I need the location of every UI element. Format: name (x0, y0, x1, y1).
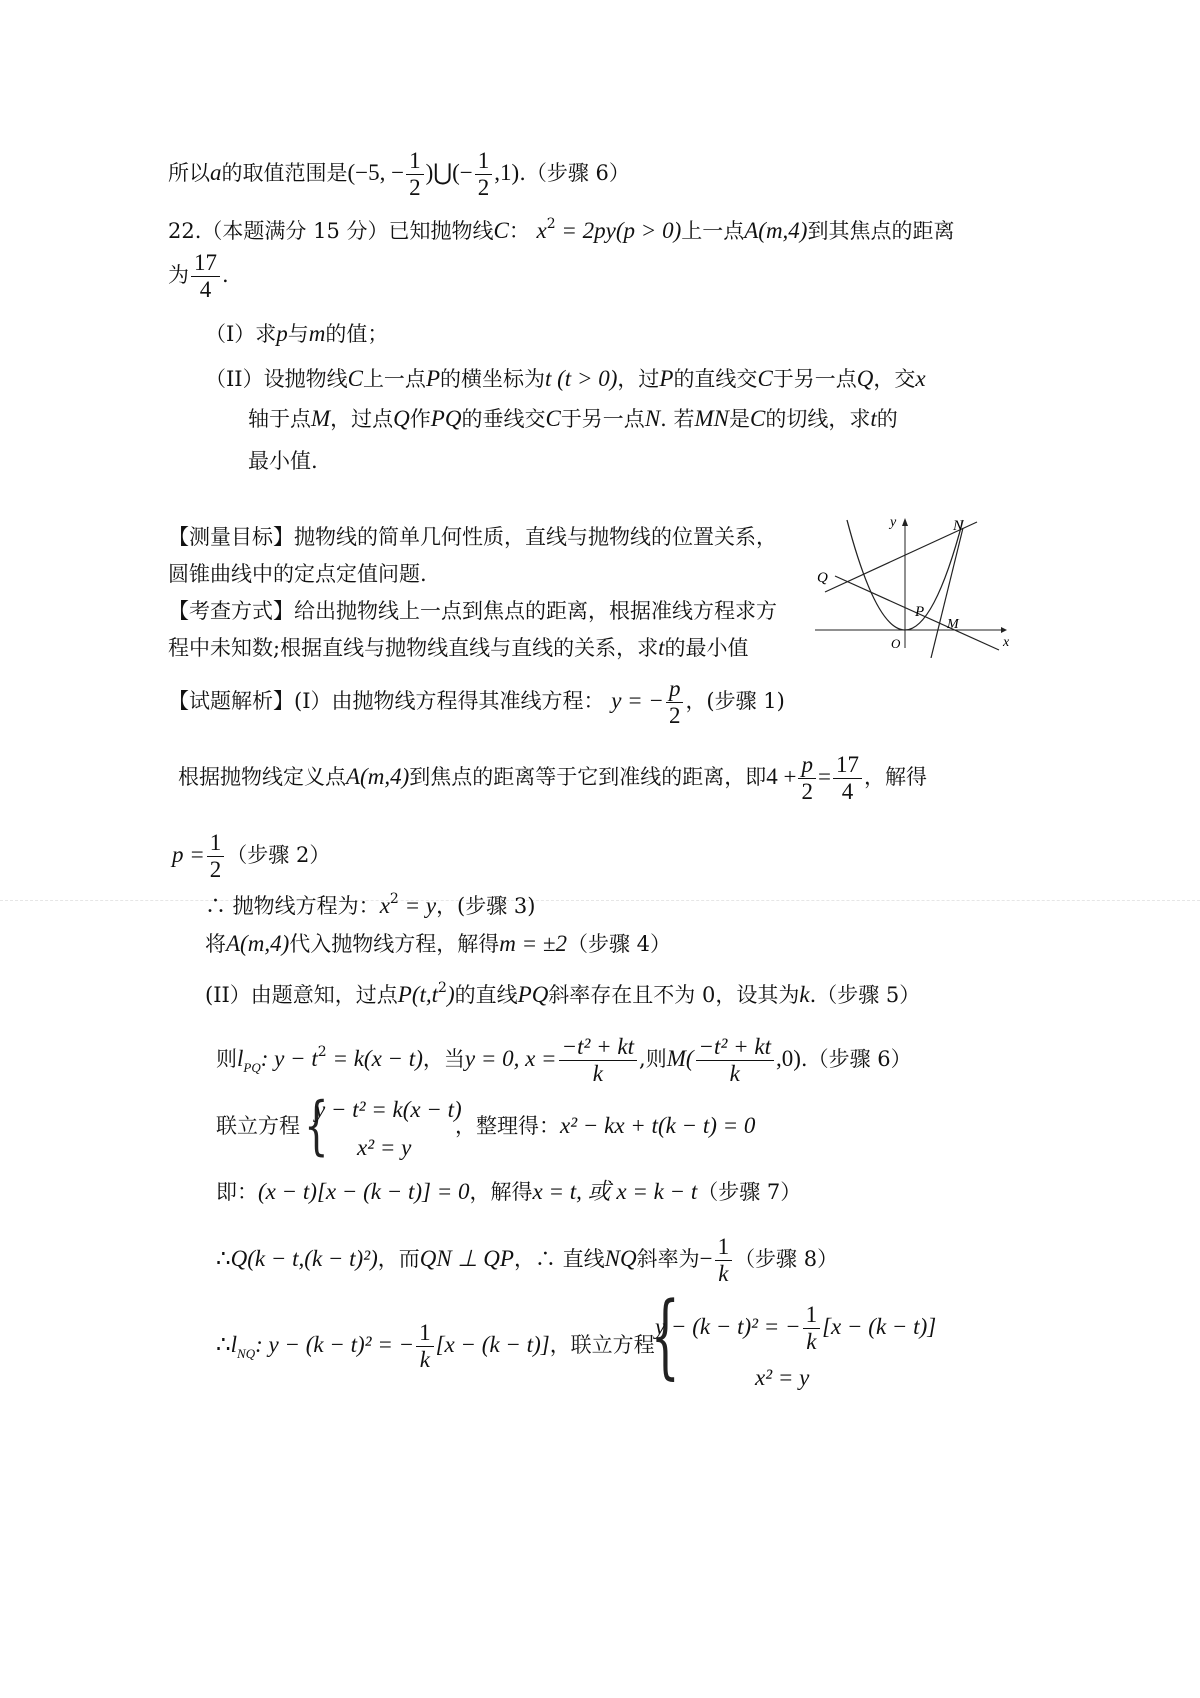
text: （本题满分 15 分）已知抛物线 (201, 219, 494, 243)
solution-system1-label (216, 1112, 300, 1140)
den: 4 (841, 779, 854, 804)
text: 的值； (325, 322, 389, 346)
math: y = − (611, 688, 664, 713)
num: p (666, 676, 684, 703)
solution-step7 (216, 1178, 801, 1206)
den: k (419, 1347, 430, 1372)
var: P (659, 366, 674, 391)
sup: 2 (389, 891, 399, 907)
sub: NQ (237, 1346, 256, 1361)
num: 17 (833, 752, 862, 779)
solution-label: 【试题解析】 (168, 689, 294, 713)
text: 将 (205, 932, 226, 956)
num: −t² + kt (559, 1034, 637, 1061)
text: 作 (409, 407, 431, 431)
var: t (658, 635, 665, 660)
var: C (545, 406, 561, 431)
var: MN (694, 406, 730, 431)
math: [x − (k − t)] (435, 1332, 550, 1357)
var: l (237, 1046, 244, 1071)
var: Q (393, 406, 410, 431)
math: y − (k − t)² = − (655, 1314, 801, 1339)
math: = (817, 764, 831, 789)
step-label: （步骤 7） (697, 1180, 802, 1204)
text: 则 (216, 1047, 237, 1071)
math: = 2py(p > 0) (555, 218, 682, 243)
text: ，当 (422, 1047, 465, 1071)
text: 的直线交 (673, 367, 758, 391)
math: ,1) (494, 160, 520, 185)
text: . 若 (660, 407, 695, 431)
math: QN ⊥ QP (419, 1246, 514, 1271)
var: M (311, 406, 331, 431)
text: 与 (287, 322, 309, 346)
text: . (222, 263, 229, 287)
num: −t² + kt (696, 1034, 774, 1061)
text: 斜率为 (636, 1247, 700, 1271)
text: 的 (876, 407, 898, 431)
den: 2 (209, 857, 222, 882)
method-line1 (168, 597, 777, 625)
goal-line2 (168, 560, 427, 588)
var: Q (856, 366, 874, 391)
fraction (715, 1234, 733, 1287)
var: PQ (517, 982, 549, 1007)
text: ,则 (639, 1047, 667, 1071)
solution-step3 (205, 885, 535, 920)
step-label: （步骤 4） (567, 932, 672, 956)
step-label: ，(步骤 3) (436, 894, 536, 918)
text: ，整理得： (455, 1114, 560, 1138)
system1-row2 (357, 1134, 411, 1162)
text: 的横坐标为 (440, 367, 545, 391)
text: 抛物线的简单几何性质，直线与抛物线的位置关系， (294, 525, 777, 549)
text: 最小值. (248, 449, 318, 473)
text: 是 (729, 407, 751, 431)
var: C (493, 218, 509, 243)
system-brace: { (304, 1089, 329, 1163)
label-q: Q (817, 570, 828, 586)
question-2-line3 (248, 447, 318, 475)
fraction (207, 830, 225, 883)
text: （II）设抛物线 (205, 367, 348, 391)
text: ，解得 (469, 1180, 533, 1204)
fraction (803, 1302, 821, 1355)
math: : y − (k − t)² = − (255, 1332, 415, 1357)
math: p = (172, 842, 205, 867)
math: [x − (k − t)] (822, 1314, 937, 1339)
problem-statement-line1 (168, 210, 954, 245)
range-conclusion-line (168, 148, 630, 201)
math: A(m,4) (346, 764, 410, 789)
text: 的取值范围是 (221, 161, 348, 185)
var: x (915, 366, 926, 391)
var: C (757, 366, 773, 391)
var: l (230, 1332, 238, 1357)
label-x: x (1003, 635, 1010, 650)
math: m = ±2 (499, 931, 567, 956)
var: k (799, 982, 810, 1007)
text: ，过点 (330, 407, 394, 431)
math: x (536, 218, 547, 243)
math: y − t² = k(x − t) (315, 1097, 462, 1122)
text: 根据抛物线定义点 (178, 765, 346, 789)
fraction (798, 752, 816, 805)
problem-statement-line2 (168, 250, 229, 303)
fraction (406, 148, 424, 201)
text: ，而 (377, 1247, 420, 1271)
math: ∴ (216, 1332, 231, 1357)
method-label: 【考查方式】 (168, 599, 294, 623)
var-a: a (210, 160, 222, 185)
var: p (276, 321, 288, 346)
num: 1 (803, 1302, 821, 1329)
den: 2 (801, 779, 813, 804)
fraction (666, 676, 684, 729)
num: 1 (715, 1234, 733, 1261)
var: NQ (604, 1246, 637, 1271)
fraction (833, 752, 862, 805)
label-o: O (891, 636, 901, 651)
text: 圆锥曲线中的定点定值问题. (168, 562, 427, 586)
text: (II）由题意知，过点 (205, 983, 398, 1007)
text: ，联立方程 (549, 1333, 655, 1357)
math: P(t,t (397, 982, 439, 1007)
line-mn-tangent (931, 528, 963, 658)
math: ,0) (775, 1046, 801, 1071)
text: 上一点 (681, 219, 745, 243)
solution-step2-result (172, 830, 330, 883)
y-axis-arrow (902, 518, 908, 526)
var: P (425, 366, 440, 391)
question-2-line1 (205, 365, 926, 393)
text: 给出抛物线上一点到焦点的距离，根据准线方程求方 (294, 599, 777, 623)
den: k (592, 1061, 603, 1086)
text: ，过 (617, 367, 660, 391)
fraction (416, 1320, 434, 1373)
num: p (798, 752, 816, 779)
var: C (750, 406, 766, 431)
den: 2 (668, 703, 681, 728)
math: 4 + (766, 764, 797, 789)
text: 于另一点 (772, 367, 857, 391)
step-label: .（步骤 6） (519, 161, 630, 185)
system2-row1 (655, 1302, 936, 1355)
sup: 2 (317, 1044, 327, 1060)
math: A(m,4) (226, 931, 290, 956)
parabola-diagram (815, 518, 1015, 658)
var: C (347, 366, 363, 391)
label-p: P (915, 604, 925, 620)
question-1 (205, 320, 388, 348)
step-label: ，(步骤 1) (685, 689, 785, 713)
den: k (806, 1329, 817, 1354)
goal-line1 (168, 523, 777, 551)
var: t (870, 406, 877, 431)
math: (x − t)[x − (k − t)] = 0 (258, 1179, 470, 1204)
sub: PQ (243, 1060, 261, 1075)
text: 联立方程 (216, 1114, 300, 1138)
math: = k(x − t) (326, 1046, 423, 1071)
text: ： (508, 219, 530, 243)
goal-label: 【测量目标】 (168, 525, 294, 549)
text: 到焦点的距离等于它到准线的距离，即 (409, 765, 767, 789)
parabola-figure (815, 518, 1015, 662)
system2-row2 (755, 1364, 809, 1392)
fraction (191, 250, 220, 303)
text: 的切线，求 (765, 407, 871, 431)
num: 1 (475, 148, 493, 175)
var: PQ (430, 406, 462, 431)
den: k (718, 1261, 729, 1286)
text: 的最小值 (664, 636, 749, 660)
text: 代入抛物线方程，解得 (289, 932, 500, 956)
label-m: M (947, 617, 959, 632)
solution-step5 (205, 974, 920, 1009)
math: x² = y (357, 1135, 412, 1160)
math: )⋃(− (425, 160, 473, 185)
text: ，交 (873, 367, 916, 391)
step-label: （步骤 2） (226, 843, 331, 867)
label-y: y (890, 518, 897, 530)
solution-step6 (216, 1034, 912, 1087)
text: 于另一点 (560, 407, 645, 431)
math: : y − t (260, 1046, 318, 1071)
fraction (475, 148, 493, 201)
text: 斜率存在且不为 0，设其为 (548, 983, 800, 1007)
var: N (644, 406, 661, 431)
system-brace: { (650, 1282, 680, 1389)
solution-step4 (205, 930, 671, 958)
text: 的垂线交 (461, 407, 546, 431)
math: y = 0, x = (464, 1046, 557, 1071)
math: M( (666, 1046, 694, 1071)
math: A(m,4) (744, 218, 808, 243)
math: Q(k − t,(k − t)²) (230, 1246, 378, 1271)
system1-row1 (315, 1096, 462, 1124)
text: ，∴ 直线 (513, 1247, 605, 1271)
step-label: .（步骤 6） (800, 1047, 912, 1071)
num: 17 (191, 250, 220, 277)
solution-step9 (216, 1320, 655, 1373)
math: x² = y (755, 1365, 810, 1390)
solution-step1 (168, 676, 785, 729)
math: x (379, 893, 390, 918)
solution-step8 (216, 1234, 838, 1287)
label-n: N (953, 518, 964, 534)
x-axis-arrow (1001, 627, 1007, 633)
sup: 2 (438, 980, 447, 996)
math: = y (398, 893, 437, 918)
math: ∴ (216, 1246, 231, 1271)
problem-number: 22. (168, 219, 202, 243)
text: 所以 (168, 161, 210, 185)
text: （I）求 (205, 322, 277, 346)
text: ，解得 (863, 765, 927, 789)
text: 程中未知数;根据直线与抛物线直线与直线的关系，求 (168, 636, 659, 660)
num: 1 (416, 1320, 434, 1347)
text: 到其焦点的距离 (807, 219, 955, 243)
math: ) (446, 982, 455, 1007)
sup: 2 (546, 216, 556, 232)
var: m (308, 321, 326, 346)
fraction (696, 1034, 774, 1087)
fraction (559, 1034, 637, 1087)
math: x² − kx + t(k − t) = 0 (560, 1113, 756, 1138)
method-line2 (168, 634, 748, 662)
text: 即： (216, 1180, 258, 1204)
text: 为 (168, 263, 189, 287)
step-label: .（步骤 5） (809, 983, 921, 1007)
den: k (729, 1061, 740, 1086)
den: 2 (409, 175, 421, 200)
text: 轴于点 (248, 407, 311, 431)
text: (I）由抛物线方程得其准线方程： (294, 689, 605, 713)
math: t (t > 0) (545, 366, 618, 391)
text: 的直线 (454, 983, 518, 1007)
math: x = t, 或 x = k − t (532, 1179, 698, 1204)
solution-system1-result (455, 1112, 755, 1140)
step-label: （步骤 8） (734, 1247, 839, 1271)
math: (−5, − (347, 160, 405, 185)
math: − (699, 1246, 713, 1271)
question-2-line2 (248, 405, 898, 433)
page-separator (0, 900, 1200, 901)
text: 上一点 (362, 367, 426, 391)
num: 1 (406, 148, 424, 175)
text: ∴ 抛物线方程为： (205, 894, 380, 918)
den: 2 (477, 175, 490, 200)
den: 4 (199, 277, 212, 302)
num: 1 (207, 830, 225, 857)
solution-step2 (178, 752, 927, 805)
